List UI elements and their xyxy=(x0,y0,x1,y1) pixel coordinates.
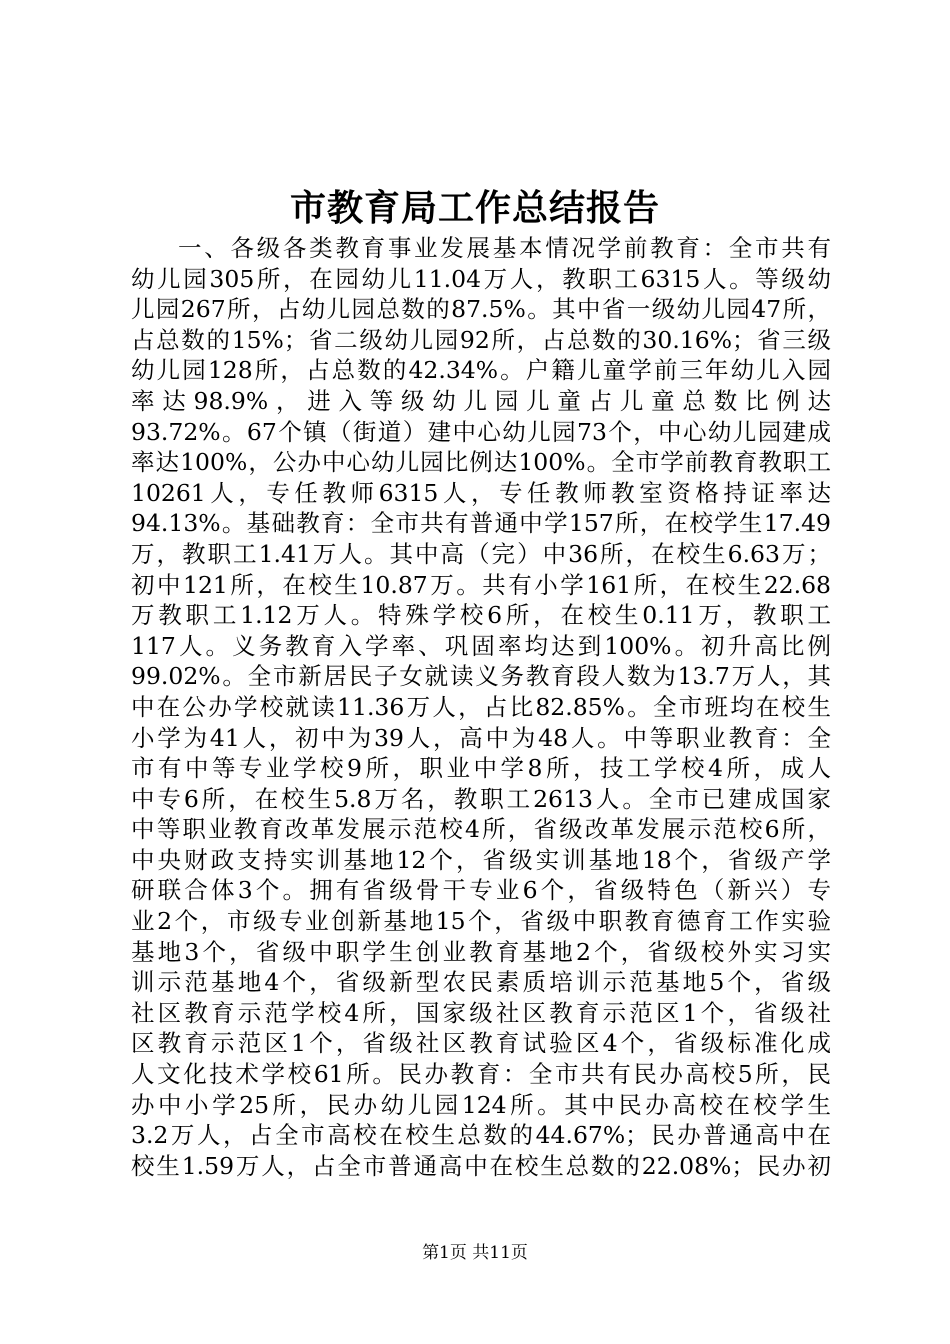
body-line: 率达98.9%，进入等级幼儿园儿童占儿童总数比例达 xyxy=(131,386,831,415)
body-line: 占总数的15%；省二级幼儿园92所，占总数的30.16%；省三级 xyxy=(131,325,831,354)
body-line: 10261人，专任教师6315人，专任教师教室资格持证率达 xyxy=(131,478,831,507)
body-line: 幼儿园305所，在园幼儿11.04万人，教职工6315人。等级幼 xyxy=(131,264,831,293)
body-line: 办中小学25所，民办幼儿园124所。其中民办高校在校学生 xyxy=(131,1090,831,1119)
document-body xyxy=(131,233,831,1181)
body-line: 校生1.59万人，占全市普通高中在校生总数的22.08%；民办初 xyxy=(131,1151,831,1180)
body-line: 94.13%。基础教育：全市共有普通中学157所，在校学生17.49 xyxy=(131,509,831,538)
body-line: 率达100%，公办中心幼儿园比例达100%。全市学前教育教职工 xyxy=(131,448,831,477)
body-line: 业2个，市级专业创新基地15个，省级中职教育德育工作实验 xyxy=(131,907,831,936)
page-footer: 第1页 共11页 xyxy=(422,1243,528,1263)
body-line: 初中121所，在校生10.87万。共有小学161所，在校生22.68 xyxy=(131,570,831,599)
body-line: 117人。义务教育入学率、巩固率均达到100%。初升高比例 xyxy=(131,631,831,660)
body-line: 中在公办学校就读11.36万人，占比82.85%。全市班均在校生 xyxy=(131,692,831,721)
body-line: 区教育示范区1个，省级社区教育试验区4个，省级标准化成 xyxy=(131,1029,831,1058)
body-line: 3.2万人，占全市高校在校生总数的44.67%；民办普通高中在 xyxy=(131,1121,831,1150)
body-line: 万，教职工1.41万人。其中高（完）中36所，在校生6.63万； xyxy=(131,539,831,568)
body-line: 93.72%。67个镇（街道）建中心幼儿园73个，中心幼儿园建成 xyxy=(131,417,831,446)
page-title: 市教育局工作总结报告 xyxy=(289,187,660,229)
body-line: 基地3个，省级中职学生创业教育基地2个，省级校外实习实 xyxy=(131,937,831,966)
body-line: 市有中等专业学校9所，职业中学8所，技工学校4所，成人 xyxy=(131,754,831,783)
body-line: 社区教育示范学校4所，国家级社区教育示范区1个，省级社 xyxy=(131,998,831,1027)
body-line: 万教职工1.12万人。特殊学校6所，在校生0.11万，教职工 xyxy=(131,601,831,630)
body-line: 中专6所，在校生5.8万名，教职工2613人。全市已建成国家 xyxy=(131,784,831,813)
body-line: 研联合体3个。拥有省级骨干专业6个，省级特色（新兴）专 xyxy=(131,876,831,905)
body-line: 一、各级各类教育事业发展基本情况学前教育：全市共有 xyxy=(178,234,831,262)
body-line: 儿园267所，占幼儿园总数的87.5%。其中省一级幼儿园47所， xyxy=(131,295,831,324)
body-line: 训示范基地4个，省级新型农民素质培训示范基地5个，省级 xyxy=(131,968,831,997)
body-line: 小学为41人，初中为39人，高中为48人。中等职业教育：全 xyxy=(131,723,831,752)
body-line: 中等职业教育改革发展示范校4所，省级改革发展示范校6所， xyxy=(131,815,831,844)
body-line: 99.02%。全市新居民子女就读义务教育段人数为13.7万人，其 xyxy=(131,662,831,691)
body-line: 幼儿园128所，占总数的42.34%。户籍儿童学前三年幼儿入园 xyxy=(131,356,831,385)
body-line: 人文化技术学校61所。民办教育：全市共有民办高校5所，民 xyxy=(131,1060,831,1089)
body-line: 中央财政支持实训基地12个，省级实训基地18个，省级产学 xyxy=(131,845,831,874)
